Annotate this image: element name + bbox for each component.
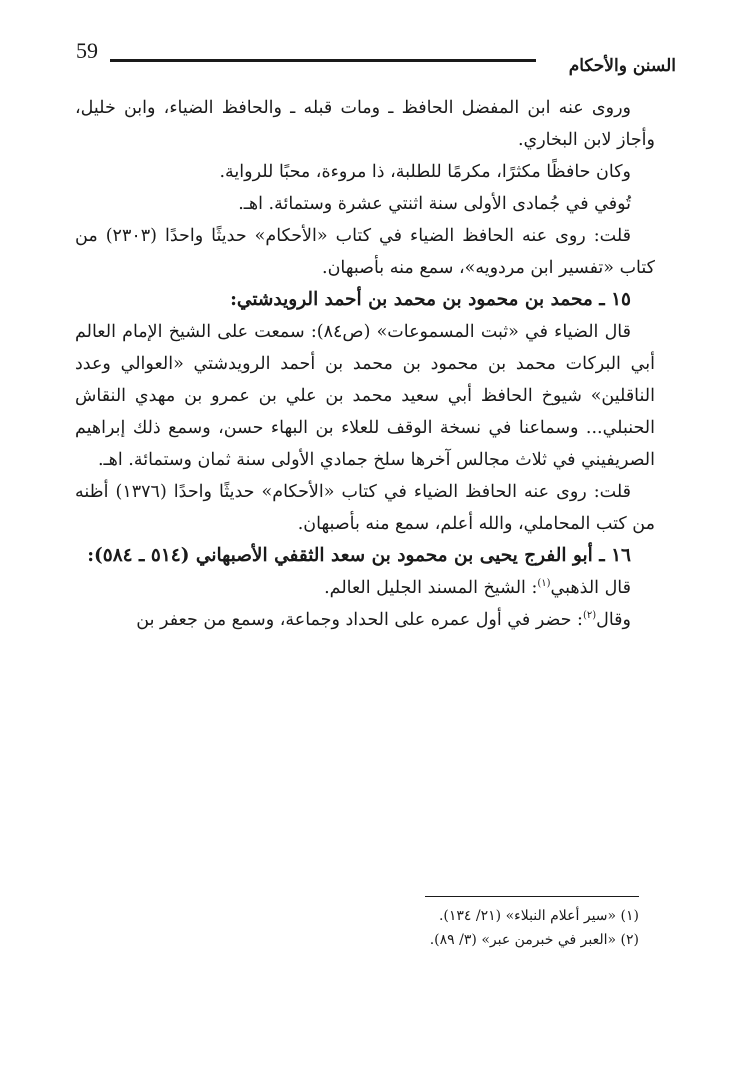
paragraph-death: تُوفي في جُمادى الأولى سنة اثنتي عشرة وستمائة. اهـ.: [238, 194, 631, 214]
footnote-2: (٢) «العبر في خبرمن عبر» (٣/ ٨٩).: [429, 932, 639, 948]
footnote-ref-1[interactable]: (١): [537, 578, 551, 590]
footnote-ref-2[interactable]: (٢): [582, 610, 597, 622]
paragraph-narrators: وروى عنه ابن المفضل الحافظ ـ ومات قبله ـ والحافظ الضياء، وابن خليل، وأجاز لابن البخاري.: [75, 98, 655, 150]
header-rule: [110, 59, 536, 62]
quote-text: : الشيخ المسند الجليل العالم.: [324, 578, 538, 598]
paragraph-entry-15: قال الضياء في «ثبت المسموعات» (ص٨٤): سمعت على الشيخ الإمام العالم أبي البركات محمد بن محمود بن محمد بن أحمد الرويدشتي «العوالي وعدد الناقلين» شيوخ الحافظ أبي سعيد محمد بن علي بن عمرو بن مهدي النقاش الحنبلي... وسماعنا في نسخة الوقف للعلاء بن البهاء حسن، وسمع ذلك إبراهيم الصريفيني في ثلاث مجالس آخرها سلخ جمادي الأولى سنة ثمان وستمائة. اهـ.: [75, 322, 655, 470]
quote-intro: قال الذهبي: [550, 578, 631, 598]
footnotes: [79, 904, 639, 952]
paragraph-description: وكان حافظًا مكثرًا، مكرمًا للطلبة، ذا مروءة، محبًا للرواية.: [219, 162, 631, 182]
paragraph-note-14: قلت: روى عنه الحافظ الضياء في كتاب «الأحكام» حديثًا واحدًا (٢٣٠٣) من كتاب «تفسير ابن مردويه»، سمع منه بأصبهان.: [75, 226, 655, 278]
paragraph-second-quote: [75, 604, 655, 636]
entry-heading-16: ١٦ ـ أبو الفرج يحيى بن محمود بن سعد الثقفي الأصبهاني (٥١٤ ـ ٥٨٤):: [87, 545, 631, 566]
paragraph-dhahabi-quote: [75, 572, 655, 604]
quote-intro-2: وقال: [596, 610, 631, 630]
running-title: السنن والأحكام: [568, 56, 676, 76]
page-header: [76, 38, 676, 82]
page-number: 59: [76, 38, 98, 63]
footnote-separator: [425, 896, 639, 897]
footnote-1: (١) «سير أعلام النبلاء» (٢١/ ١٣٤).: [438, 908, 639, 924]
paragraph-note-15: قلت: روى عنه الحافظ الضياء في كتاب «الأحكام» حديثًا واحدًا (١٣٧٦) أظنه من كتب المحاملي، والله أعلم، سمع منه بأصبهان.: [75, 482, 655, 534]
entry-heading-15: ١٥ ـ محمد بن محمود بن محمد بن أحمد الرويدشتي:: [230, 289, 631, 310]
body-text: [75, 92, 655, 636]
quote-text-2: : حضر في أول عمره على الحداد وجماعة، وسمع من جعفر بن: [136, 610, 583, 630]
